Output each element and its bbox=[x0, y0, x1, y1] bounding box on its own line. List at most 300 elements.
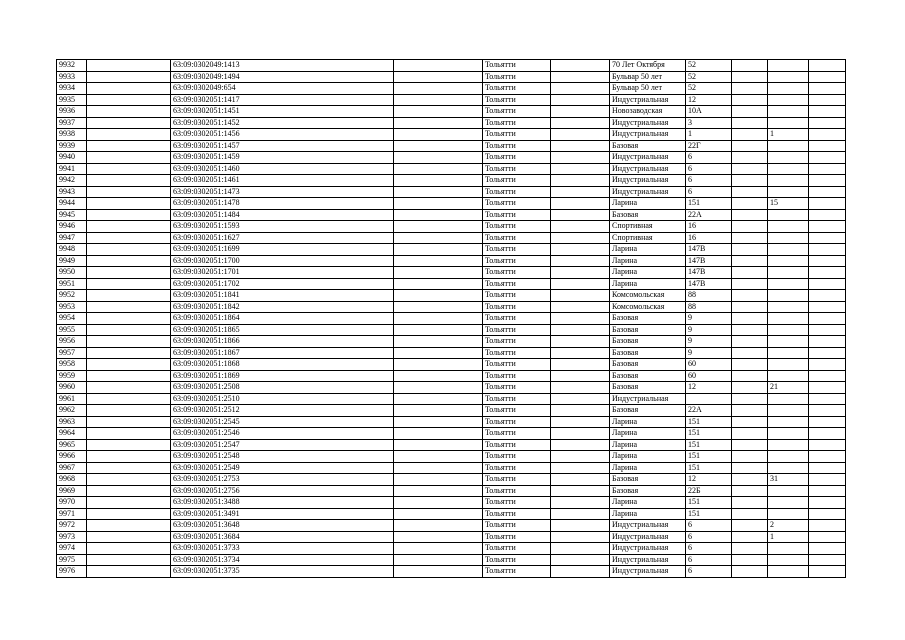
empty-cell bbox=[87, 531, 171, 543]
street-cell: Ларина bbox=[610, 198, 686, 210]
empty-cell bbox=[87, 382, 171, 394]
table-row bbox=[57, 336, 846, 348]
empty-cell bbox=[394, 244, 483, 256]
empty-cell bbox=[87, 543, 171, 555]
table-row bbox=[57, 462, 846, 474]
cadastral-number-cell: 63:09:0302051:1702 bbox=[171, 278, 394, 290]
cadastral-number-cell: 63:09:0302051:1700 bbox=[171, 255, 394, 267]
empty-cell bbox=[809, 301, 846, 313]
empty-cell bbox=[87, 278, 171, 290]
house-number-cell: 151 bbox=[686, 497, 732, 509]
apartment-cell bbox=[768, 186, 809, 198]
cadastral-number-cell: 63:09:0302051:3733 bbox=[171, 543, 394, 555]
empty-cell bbox=[809, 209, 846, 221]
street-cell: Ларина bbox=[610, 416, 686, 428]
cadastral-number-cell: 63:09:0302051:1459 bbox=[171, 152, 394, 164]
street-cell: Индустриальная bbox=[610, 554, 686, 566]
table-row bbox=[57, 313, 846, 325]
row-number-cell: 9968 bbox=[57, 474, 87, 486]
empty-cell bbox=[809, 152, 846, 164]
empty-cell bbox=[809, 117, 846, 129]
apartment-cell: 15 bbox=[768, 198, 809, 210]
empty-cell bbox=[87, 428, 171, 440]
apartment-cell bbox=[768, 497, 809, 509]
house-number-cell: 6 bbox=[686, 163, 732, 175]
row-number-cell: 9973 bbox=[57, 531, 87, 543]
empty-cell bbox=[809, 198, 846, 210]
empty-cell bbox=[87, 255, 171, 267]
empty-cell bbox=[551, 347, 610, 359]
table-row bbox=[57, 290, 846, 302]
empty-cell bbox=[551, 301, 610, 313]
empty-cell bbox=[809, 324, 846, 336]
house-number-cell: 88 bbox=[686, 301, 732, 313]
empty-cell bbox=[809, 520, 846, 532]
house-number-cell: 151 bbox=[686, 439, 732, 451]
empty-cell bbox=[809, 531, 846, 543]
apartment-cell bbox=[768, 106, 809, 118]
house-number-cell: 16 bbox=[686, 232, 732, 244]
row-number-cell: 9946 bbox=[57, 221, 87, 233]
empty-cell bbox=[551, 313, 610, 325]
empty-cell bbox=[87, 209, 171, 221]
street-cell: Базовая bbox=[610, 405, 686, 417]
table-row bbox=[57, 152, 846, 164]
city-cell: Тольятти bbox=[483, 370, 551, 382]
row-number-cell: 9938 bbox=[57, 129, 87, 141]
empty-cell bbox=[394, 140, 483, 152]
city-cell: Тольятти bbox=[483, 566, 551, 578]
empty-cell bbox=[394, 336, 483, 348]
row-number-cell: 9964 bbox=[57, 428, 87, 440]
empty-cell bbox=[732, 255, 768, 267]
street-cell: Базовая bbox=[610, 474, 686, 486]
house-number-cell: 12 bbox=[686, 382, 732, 394]
empty-cell bbox=[732, 175, 768, 187]
row-number-cell: 9955 bbox=[57, 324, 87, 336]
empty-cell bbox=[809, 370, 846, 382]
empty-cell bbox=[809, 278, 846, 290]
empty-cell bbox=[732, 428, 768, 440]
empty-cell bbox=[394, 543, 483, 555]
empty-cell bbox=[809, 244, 846, 256]
city-cell: Тольятти bbox=[483, 485, 551, 497]
empty-cell bbox=[809, 393, 846, 405]
apartment-cell bbox=[768, 543, 809, 555]
empty-cell bbox=[87, 244, 171, 256]
empty-cell bbox=[87, 301, 171, 313]
street-cell: Базовая bbox=[610, 382, 686, 394]
empty-cell bbox=[87, 566, 171, 578]
empty-cell bbox=[732, 94, 768, 106]
street-cell: Ларина bbox=[610, 508, 686, 520]
empty-cell bbox=[732, 393, 768, 405]
empty-cell bbox=[551, 520, 610, 532]
empty-cell bbox=[732, 198, 768, 210]
empty-cell bbox=[732, 140, 768, 152]
empty-cell bbox=[551, 405, 610, 417]
street-cell: Базовая bbox=[610, 313, 686, 325]
row-number-cell: 9974 bbox=[57, 543, 87, 555]
empty-cell bbox=[551, 324, 610, 336]
apartment-cell: 2 bbox=[768, 520, 809, 532]
empty-cell bbox=[394, 359, 483, 371]
city-cell: Тольятти bbox=[483, 175, 551, 187]
row-number-cell: 9975 bbox=[57, 554, 87, 566]
table-row bbox=[57, 244, 846, 256]
table-row bbox=[57, 163, 846, 175]
street-cell: Ларина bbox=[610, 439, 686, 451]
empty-cell bbox=[809, 163, 846, 175]
cadastral-number-cell: 63:09:0302051:1460 bbox=[171, 163, 394, 175]
empty-cell bbox=[732, 462, 768, 474]
row-number-cell: 9944 bbox=[57, 198, 87, 210]
empty-cell bbox=[87, 117, 171, 129]
street-cell: Индустриальная bbox=[610, 566, 686, 578]
empty-cell bbox=[809, 485, 846, 497]
empty-cell bbox=[87, 497, 171, 509]
apartment-cell bbox=[768, 152, 809, 164]
street-cell: Базовая bbox=[610, 336, 686, 348]
apartment-cell: 1 bbox=[768, 129, 809, 141]
cadastral-number-cell: 63:09:0302051:1869 bbox=[171, 370, 394, 382]
empty-cell bbox=[394, 554, 483, 566]
table-row bbox=[57, 106, 846, 118]
city-cell: Тольятти bbox=[483, 60, 551, 72]
house-number-cell: 22Б bbox=[686, 485, 732, 497]
apartment-cell bbox=[768, 232, 809, 244]
street-cell: Базовая bbox=[610, 209, 686, 221]
empty-cell bbox=[394, 313, 483, 325]
empty-cell bbox=[551, 566, 610, 578]
empty-cell bbox=[551, 175, 610, 187]
empty-cell bbox=[732, 278, 768, 290]
cadastral-number-cell: 63:09:0302051:2548 bbox=[171, 451, 394, 463]
empty-cell bbox=[394, 370, 483, 382]
empty-cell bbox=[394, 198, 483, 210]
cadastral-number-cell: 63:09:0302051:3734 bbox=[171, 554, 394, 566]
row-number-cell: 9940 bbox=[57, 152, 87, 164]
house-number-cell bbox=[686, 393, 732, 405]
empty-cell bbox=[394, 129, 483, 141]
street-cell: Базовая bbox=[610, 485, 686, 497]
apartment-cell bbox=[768, 221, 809, 233]
empty-cell bbox=[87, 94, 171, 106]
empty-cell bbox=[551, 336, 610, 348]
empty-cell bbox=[394, 106, 483, 118]
empty-cell bbox=[809, 106, 846, 118]
empty-cell bbox=[732, 554, 768, 566]
empty-cell bbox=[87, 290, 171, 302]
empty-cell bbox=[732, 359, 768, 371]
empty-cell bbox=[551, 359, 610, 371]
street-cell: Новозаводская bbox=[610, 106, 686, 118]
city-cell: Тольятти bbox=[483, 416, 551, 428]
house-number-cell: 151 bbox=[686, 462, 732, 474]
empty-cell bbox=[809, 255, 846, 267]
house-number-cell: 9 bbox=[686, 324, 732, 336]
city-cell: Тольятти bbox=[483, 186, 551, 198]
empty-cell bbox=[87, 71, 171, 83]
empty-cell bbox=[809, 186, 846, 198]
row-number-cell: 9961 bbox=[57, 393, 87, 405]
apartment-cell: 31 bbox=[768, 474, 809, 486]
empty-cell bbox=[809, 94, 846, 106]
city-cell: Тольятти bbox=[483, 531, 551, 543]
empty-cell bbox=[809, 140, 846, 152]
city-cell: Тольятти bbox=[483, 543, 551, 555]
table-row bbox=[57, 416, 846, 428]
empty-cell bbox=[87, 140, 171, 152]
table-row bbox=[57, 278, 846, 290]
table-row bbox=[57, 198, 846, 210]
empty-cell bbox=[551, 428, 610, 440]
city-cell: Тольятти bbox=[483, 520, 551, 532]
table-row bbox=[57, 543, 846, 555]
empty-cell bbox=[551, 140, 610, 152]
empty-cell bbox=[394, 439, 483, 451]
empty-cell bbox=[809, 83, 846, 95]
row-number-cell: 9949 bbox=[57, 255, 87, 267]
empty-cell bbox=[551, 543, 610, 555]
empty-cell bbox=[551, 554, 610, 566]
empty-cell bbox=[551, 117, 610, 129]
apartment-cell bbox=[768, 117, 809, 129]
empty-cell bbox=[87, 198, 171, 210]
empty-cell bbox=[551, 71, 610, 83]
street-cell: Ларина bbox=[610, 462, 686, 474]
empty-cell bbox=[87, 439, 171, 451]
house-number-cell: 151 bbox=[686, 198, 732, 210]
empty-cell bbox=[87, 163, 171, 175]
table-row bbox=[57, 370, 846, 382]
house-number-cell: 9 bbox=[686, 336, 732, 348]
house-number-cell: 22А bbox=[686, 209, 732, 221]
house-number-cell: 6 bbox=[686, 175, 732, 187]
row-number-cell: 9951 bbox=[57, 278, 87, 290]
empty-cell bbox=[394, 209, 483, 221]
house-number-cell: 6 bbox=[686, 554, 732, 566]
apartment-cell bbox=[768, 209, 809, 221]
row-number-cell: 9954 bbox=[57, 313, 87, 325]
empty-cell bbox=[394, 117, 483, 129]
empty-cell bbox=[732, 232, 768, 244]
street-cell: Базовая bbox=[610, 359, 686, 371]
empty-cell bbox=[87, 175, 171, 187]
cadastral-number-cell: 63:09:0302051:1478 bbox=[171, 198, 394, 210]
empty-cell bbox=[551, 60, 610, 72]
table-row bbox=[57, 520, 846, 532]
empty-cell bbox=[87, 324, 171, 336]
street-cell: Индустриальная bbox=[610, 543, 686, 555]
empty-cell bbox=[394, 301, 483, 313]
street-cell: Индустриальная bbox=[610, 152, 686, 164]
empty-cell bbox=[87, 60, 171, 72]
apartment-cell bbox=[768, 347, 809, 359]
street-cell: Базовая bbox=[610, 324, 686, 336]
city-cell: Тольятти bbox=[483, 405, 551, 417]
empty-cell bbox=[394, 497, 483, 509]
city-cell: Тольятти bbox=[483, 129, 551, 141]
street-cell: Ларина bbox=[610, 244, 686, 256]
cadastral-number-cell: 63:09:0302051:2756 bbox=[171, 485, 394, 497]
empty-cell bbox=[394, 71, 483, 83]
street-cell: Ларина bbox=[610, 451, 686, 463]
row-number-cell: 9958 bbox=[57, 359, 87, 371]
city-cell: Тольятти bbox=[483, 497, 551, 509]
apartment-cell bbox=[768, 336, 809, 348]
street-cell: Базовая bbox=[610, 140, 686, 152]
empty-cell bbox=[551, 451, 610, 463]
apartment-cell bbox=[768, 451, 809, 463]
city-cell: Тольятти bbox=[483, 278, 551, 290]
house-number-cell: 6 bbox=[686, 543, 732, 555]
city-cell: Тольятти bbox=[483, 71, 551, 83]
row-number-cell: 9969 bbox=[57, 485, 87, 497]
street-cell: Базовая bbox=[610, 370, 686, 382]
cadastral-number-cell: 63:09:0302051:3735 bbox=[171, 566, 394, 578]
house-number-cell: 12 bbox=[686, 94, 732, 106]
empty-cell bbox=[87, 370, 171, 382]
apartment-cell bbox=[768, 267, 809, 279]
street-cell: 70 Лет Октября bbox=[610, 60, 686, 72]
apartment-cell bbox=[768, 278, 809, 290]
house-number-cell: 52 bbox=[686, 60, 732, 72]
empty-cell bbox=[551, 485, 610, 497]
house-number-cell: 147В bbox=[686, 255, 732, 267]
apartment-cell bbox=[768, 405, 809, 417]
city-cell: Тольятти bbox=[483, 198, 551, 210]
row-number-cell: 9936 bbox=[57, 106, 87, 118]
city-cell: Тольятти bbox=[483, 209, 551, 221]
empty-cell bbox=[551, 382, 610, 394]
empty-cell bbox=[809, 313, 846, 325]
city-cell: Тольятти bbox=[483, 554, 551, 566]
empty-cell bbox=[394, 508, 483, 520]
empty-cell bbox=[394, 221, 483, 233]
row-number-cell: 9963 bbox=[57, 416, 87, 428]
city-cell: Тольятти bbox=[483, 255, 551, 267]
apartment-cell bbox=[768, 301, 809, 313]
empty-cell bbox=[809, 508, 846, 520]
empty-cell bbox=[809, 359, 846, 371]
empty-cell bbox=[551, 278, 610, 290]
empty-cell bbox=[394, 451, 483, 463]
empty-cell bbox=[732, 543, 768, 555]
apartment-cell bbox=[768, 462, 809, 474]
cadastral-number-cell: 63:09:0302051:2753 bbox=[171, 474, 394, 486]
table-row bbox=[57, 83, 846, 95]
house-number-cell: 9 bbox=[686, 347, 732, 359]
apartment-cell: 1 bbox=[768, 531, 809, 543]
house-number-cell: 151 bbox=[686, 416, 732, 428]
city-cell: Тольятти bbox=[483, 301, 551, 313]
city-cell: Тольятти bbox=[483, 163, 551, 175]
empty-cell bbox=[87, 232, 171, 244]
empty-cell bbox=[809, 566, 846, 578]
empty-cell bbox=[551, 106, 610, 118]
empty-cell bbox=[551, 290, 610, 302]
empty-cell bbox=[394, 382, 483, 394]
apartment-cell bbox=[768, 393, 809, 405]
house-number-cell: 6 bbox=[686, 566, 732, 578]
empty-cell bbox=[732, 117, 768, 129]
house-number-cell: 88 bbox=[686, 290, 732, 302]
row-number-cell: 9960 bbox=[57, 382, 87, 394]
street-cell: Комсомольская bbox=[610, 290, 686, 302]
street-cell: Индустриальная bbox=[610, 129, 686, 141]
city-cell: Тольятти bbox=[483, 313, 551, 325]
empty-cell bbox=[551, 462, 610, 474]
empty-cell bbox=[809, 405, 846, 417]
cadastral-number-cell: 63:09:0302051:1461 bbox=[171, 175, 394, 187]
row-number-cell: 9967 bbox=[57, 462, 87, 474]
cadastral-number-cell: 63:09:0302051:3491 bbox=[171, 508, 394, 520]
city-cell: Тольятти bbox=[483, 382, 551, 394]
cadastral-number-cell: 63:09:0302051:2547 bbox=[171, 439, 394, 451]
house-number-cell: 60 bbox=[686, 370, 732, 382]
empty-cell bbox=[732, 370, 768, 382]
empty-cell bbox=[87, 336, 171, 348]
empty-cell bbox=[551, 94, 610, 106]
table-row bbox=[57, 359, 846, 371]
empty-cell bbox=[551, 439, 610, 451]
empty-cell bbox=[394, 232, 483, 244]
empty-cell bbox=[87, 485, 171, 497]
empty-cell bbox=[394, 152, 483, 164]
apartment-cell bbox=[768, 290, 809, 302]
city-cell: Тольятти bbox=[483, 474, 551, 486]
empty-cell bbox=[732, 106, 768, 118]
row-number-cell: 9937 bbox=[57, 117, 87, 129]
street-cell: Бульвар 50 лет bbox=[610, 83, 686, 95]
street-cell: Ларина bbox=[610, 278, 686, 290]
city-cell: Тольятти bbox=[483, 462, 551, 474]
empty-cell bbox=[732, 209, 768, 221]
empty-cell bbox=[732, 301, 768, 313]
cadastral-number-cell: 63:09:0302051:1867 bbox=[171, 347, 394, 359]
empty-cell bbox=[394, 83, 483, 95]
table-row bbox=[57, 393, 846, 405]
empty-cell bbox=[87, 393, 171, 405]
row-number-cell: 9959 bbox=[57, 370, 87, 382]
table-row bbox=[57, 175, 846, 187]
empty-cell bbox=[732, 474, 768, 486]
house-number-cell: 151 bbox=[686, 508, 732, 520]
cadastral-number-cell: 63:09:0302051:1868 bbox=[171, 359, 394, 371]
cadastral-number-cell: 63:09:0302051:1866 bbox=[171, 336, 394, 348]
city-cell: Тольятти bbox=[483, 117, 551, 129]
empty-cell bbox=[551, 508, 610, 520]
empty-cell bbox=[732, 290, 768, 302]
row-number-cell: 9957 bbox=[57, 347, 87, 359]
cadastral-number-cell: 63:09:0302051:1699 bbox=[171, 244, 394, 256]
street-cell: Ларина bbox=[610, 267, 686, 279]
empty-cell bbox=[732, 186, 768, 198]
empty-cell bbox=[732, 405, 768, 417]
empty-cell bbox=[809, 416, 846, 428]
empty-cell bbox=[394, 566, 483, 578]
street-cell: Базовая bbox=[610, 347, 686, 359]
empty-cell bbox=[87, 106, 171, 118]
row-number-cell: 9950 bbox=[57, 267, 87, 279]
empty-cell bbox=[732, 324, 768, 336]
city-cell: Тольятти bbox=[483, 94, 551, 106]
empty-cell bbox=[809, 71, 846, 83]
empty-cell bbox=[551, 221, 610, 233]
empty-cell bbox=[732, 520, 768, 532]
row-number-cell: 9934 bbox=[57, 83, 87, 95]
